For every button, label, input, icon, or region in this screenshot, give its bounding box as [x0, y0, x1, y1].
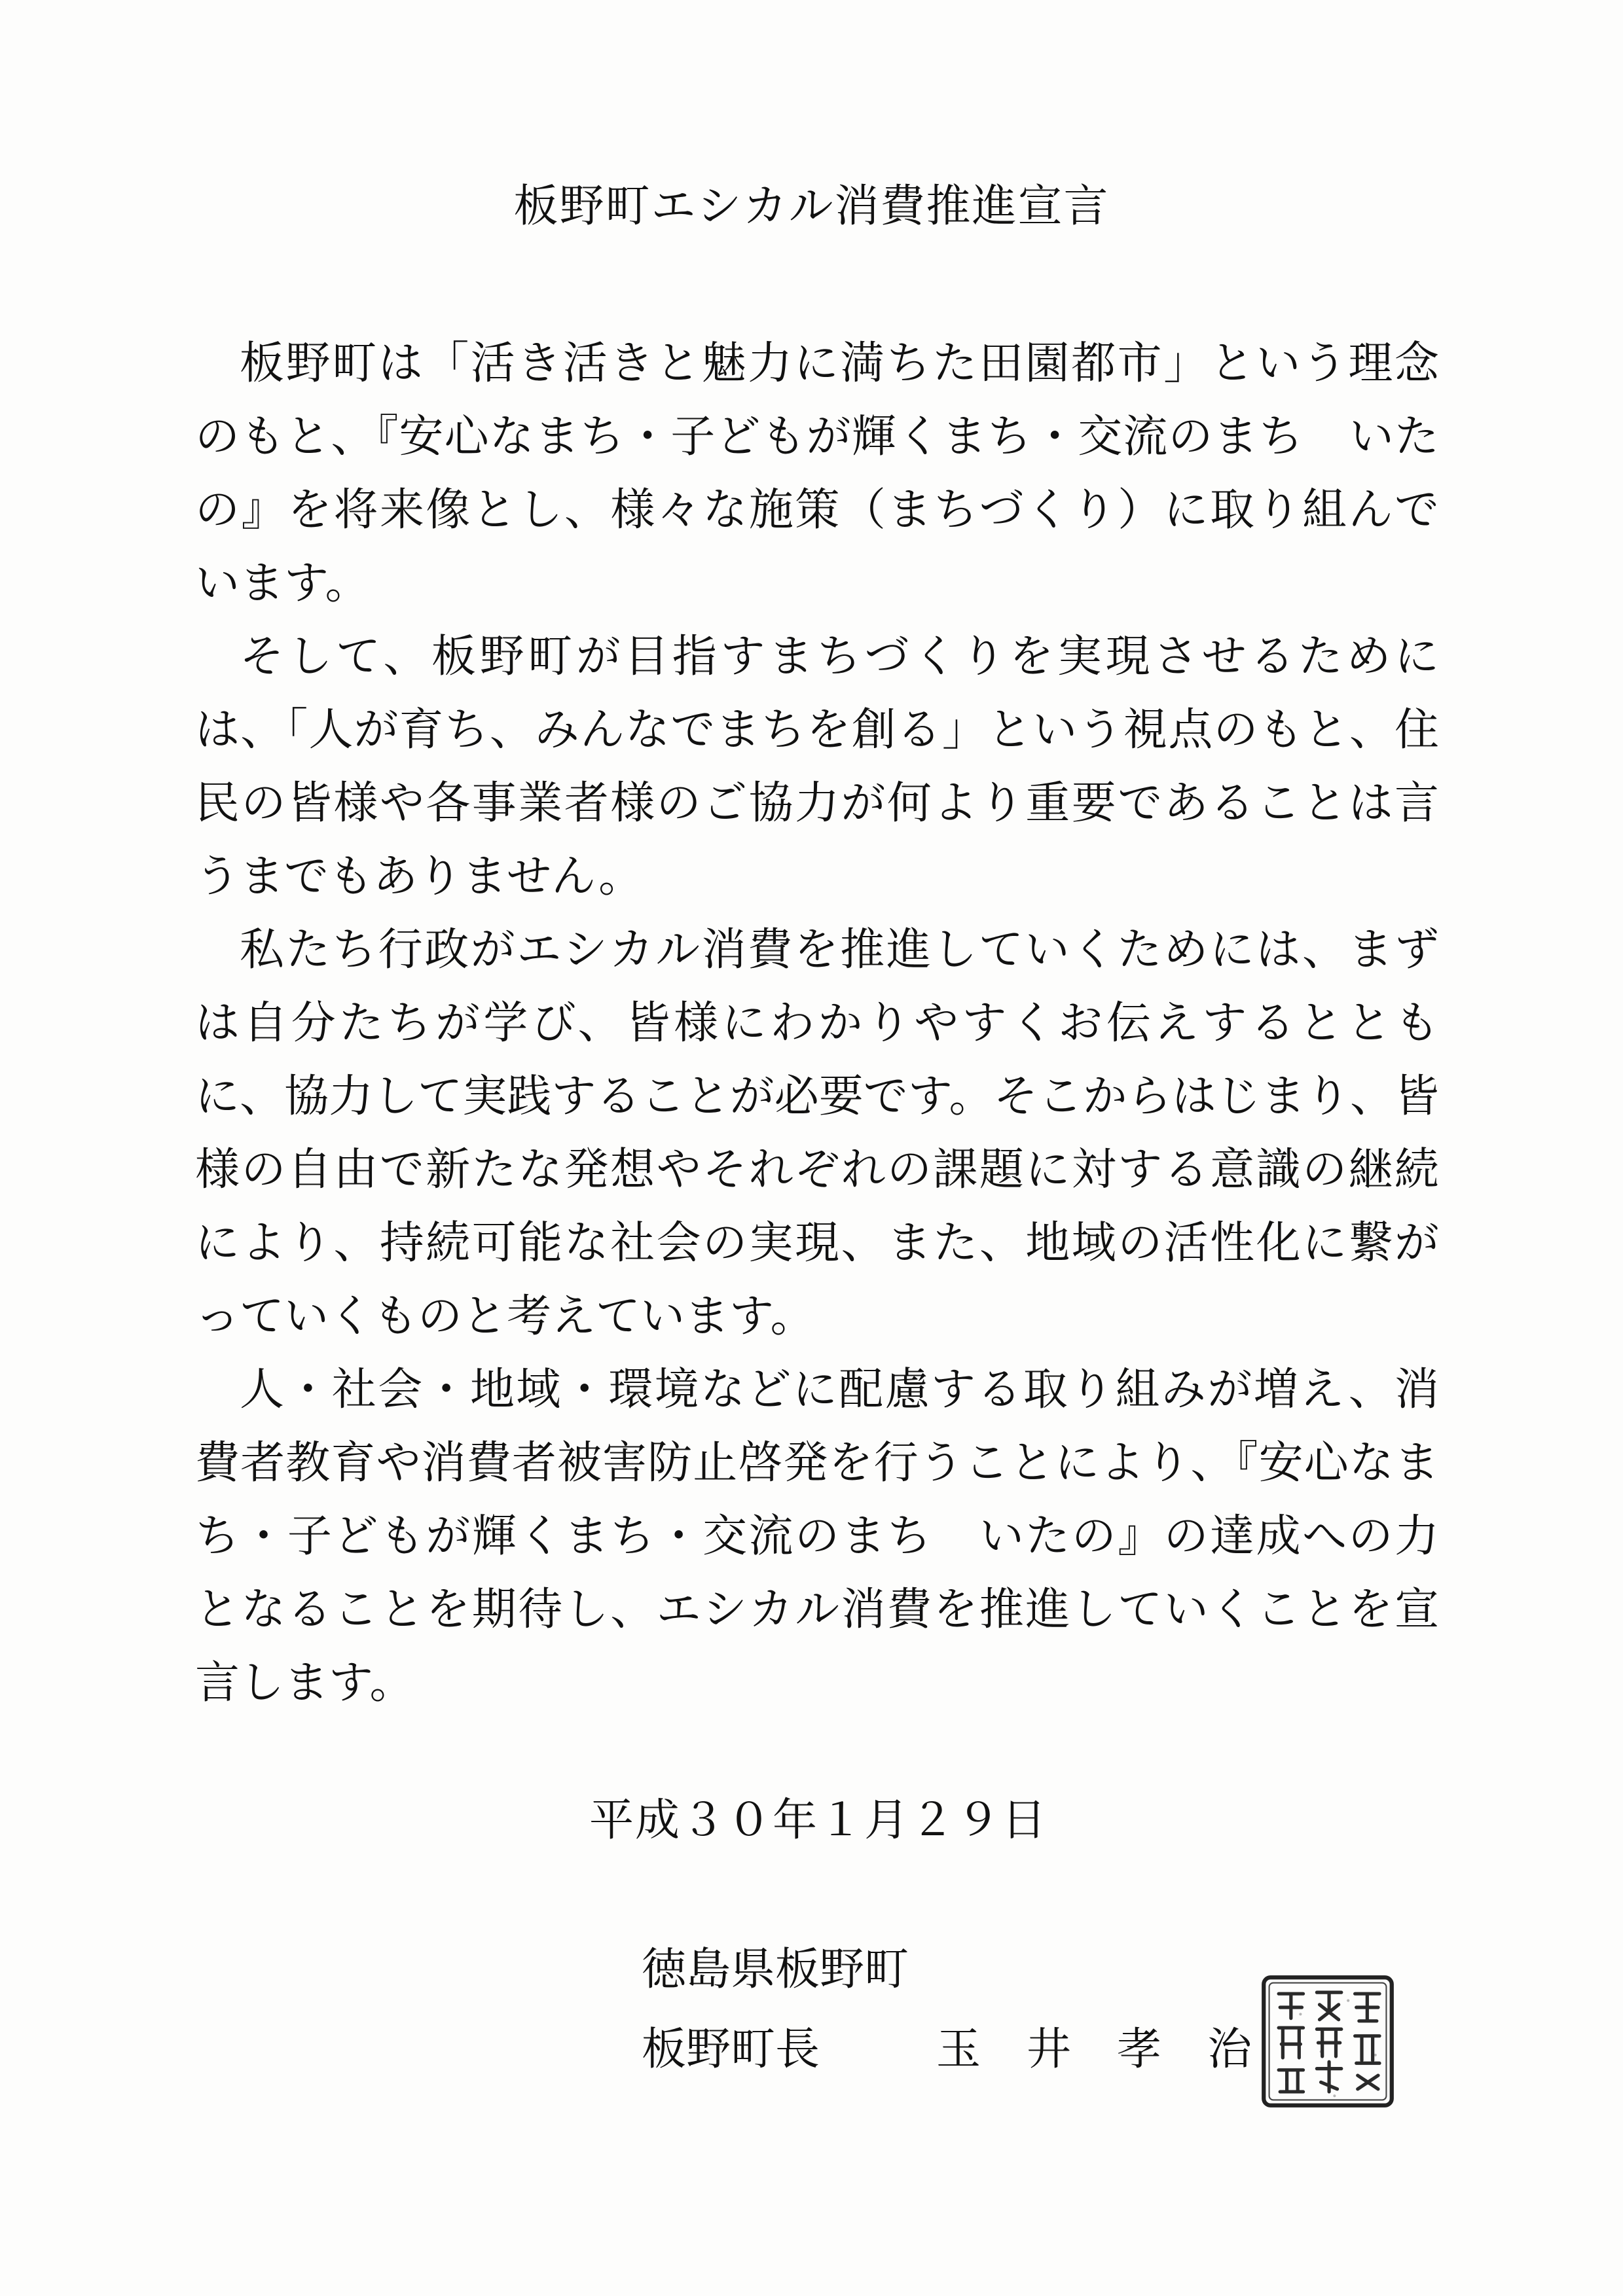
paragraph-2: そして、板野町が目指すまちづくりを実現させるためには、「人が育ち、みんなでまちを創る」という視点のもと、住民の皆様や各事業者様のご協力が何より重要であることは言うまでもありません。 [195, 631, 1439, 903]
paragraph-1: 板野町は「活き活きと魅力に満ちた田園都市」という理念のもと、『安心なまち・子どもが輝くまち・交流のまち いたの』を将来像とし、様々な施策（まちづくり）に取り組んでいます。 [195, 338, 1439, 609]
signer-name: 玉井孝治 [936, 2024, 1298, 2075]
official-seal-icon [1260, 1973, 1396, 2109]
signer-line [642, 2024, 1298, 2075]
organization-name: 徳島県板野町 [642, 1944, 909, 1996]
paragraph-4: 人・社会・地域・環境などに配慮する取り組みが増え、消費者教育や消費者被害防止啓発を行うことにより、『安心なまち・子どもが輝くまち・交流のまち いたの』の達成への力となることを期待し、エシカル消費を推進していくことを宣言します。 [195, 1364, 1439, 1709]
document-title: 板野町エシカル消費推進宣言 [513, 181, 1110, 232]
paragraph-3: 私たち行政がエシカル消費を推進していくためには、まずは自分たちが学び、皆様にわかりやすくお伝えするとともに、協力して実践することが必要です。そこからはじまり、皆様の自由で新たな発想やそれぞれの課題に対する意識の継続により、持続可能な社会の実現、また、地域の活性化に繋がっていくものと考えています。 [195, 924, 1439, 1342]
declaration-date: 平成３０年１月２９日 [589, 1795, 1048, 1846]
signer-title: 板野町長 [642, 2024, 820, 2075]
document-body [195, 327, 1439, 1720]
